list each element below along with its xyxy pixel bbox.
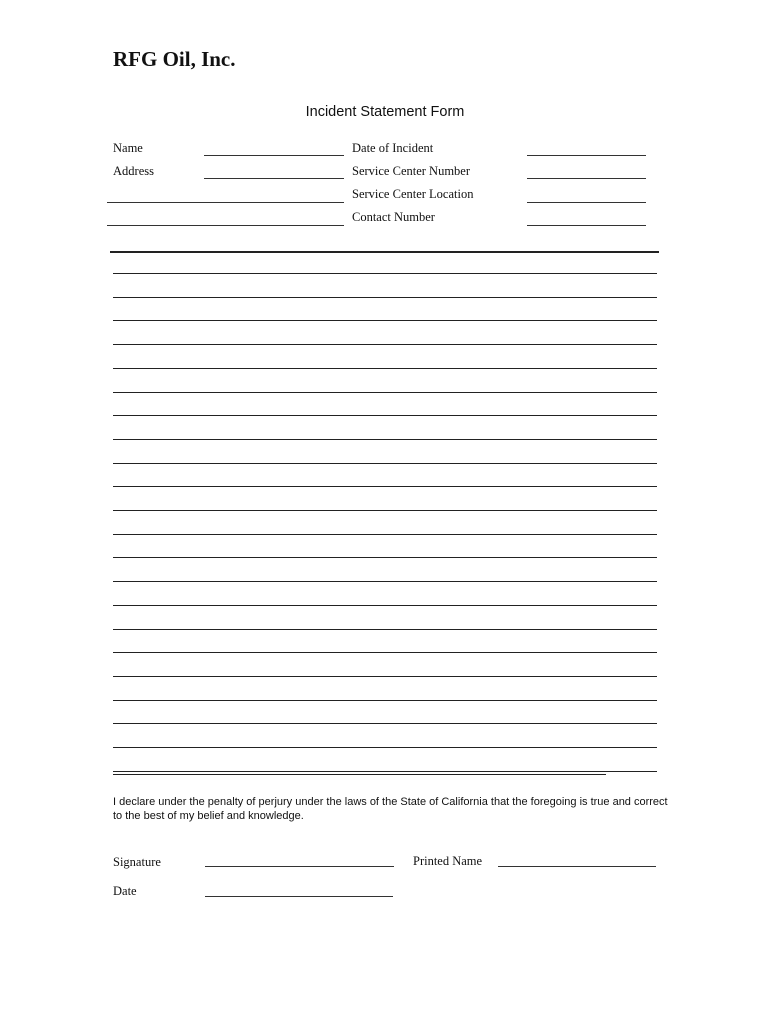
- name-field[interactable]: [204, 155, 344, 156]
- service-center-location-field[interactable]: [527, 202, 646, 203]
- contact-number-field[interactable]: [527, 225, 646, 226]
- date-label: Date: [113, 884, 137, 898]
- statement-line[interactable]: [113, 320, 657, 321]
- statement-line[interactable]: [113, 368, 657, 369]
- signature-label: Signature: [113, 855, 161, 869]
- section-divider: [110, 251, 659, 253]
- statement-last-line[interactable]: [113, 774, 606, 775]
- statement-line[interactable]: [113, 297, 657, 298]
- contact-number-label: Contact Number: [352, 210, 435, 224]
- date-field[interactable]: [205, 896, 393, 897]
- statement-line[interactable]: [113, 700, 657, 701]
- service-center-location-label: Service Center Location: [352, 187, 474, 201]
- address-field-line-3[interactable]: [107, 225, 344, 226]
- signature-field[interactable]: [205, 866, 394, 867]
- statement-line[interactable]: [113, 723, 657, 724]
- statement-line[interactable]: [113, 652, 657, 653]
- address-field-line-1[interactable]: [204, 178, 344, 179]
- company-name: RFG Oil, Inc.: [113, 47, 236, 71]
- service-center-number-field[interactable]: [527, 178, 646, 179]
- statement-line[interactable]: [113, 747, 657, 748]
- date-of-incident-field[interactable]: [527, 155, 646, 156]
- statement-line[interactable]: [113, 486, 657, 487]
- statement-line[interactable]: [113, 534, 657, 535]
- statement-line[interactable]: [113, 629, 657, 630]
- date-of-incident-label: Date of Incident: [352, 141, 434, 155]
- statement-line[interactable]: [113, 510, 657, 511]
- service-center-number-label: Service Center Number: [352, 164, 471, 178]
- statement-line[interactable]: [113, 463, 657, 464]
- statement-line[interactable]: [113, 581, 657, 582]
- statement-line[interactable]: [113, 439, 657, 440]
- printed-name-label: Printed Name: [413, 854, 483, 868]
- statement-line[interactable]: [113, 273, 657, 274]
- form-title: Incident Statement Form: [305, 104, 465, 120]
- statement-line[interactable]: [113, 771, 657, 772]
- perjury-declaration: I declare under the penalty of perjury under the laws of the State of California that the foregoing is true and correct to the best of my belief and knowledge.: [113, 796, 668, 822]
- statement-line[interactable]: [113, 415, 657, 416]
- statement-line[interactable]: [113, 605, 657, 606]
- address-label: Address: [113, 164, 154, 178]
- address-field-line-2[interactable]: [107, 202, 344, 203]
- statement-line[interactable]: [113, 344, 657, 345]
- statement-line[interactable]: [113, 676, 657, 677]
- statement-line[interactable]: [113, 392, 657, 393]
- name-label: Name: [113, 141, 143, 155]
- statement-line[interactable]: [113, 557, 657, 558]
- printed-name-field[interactable]: [498, 866, 656, 867]
